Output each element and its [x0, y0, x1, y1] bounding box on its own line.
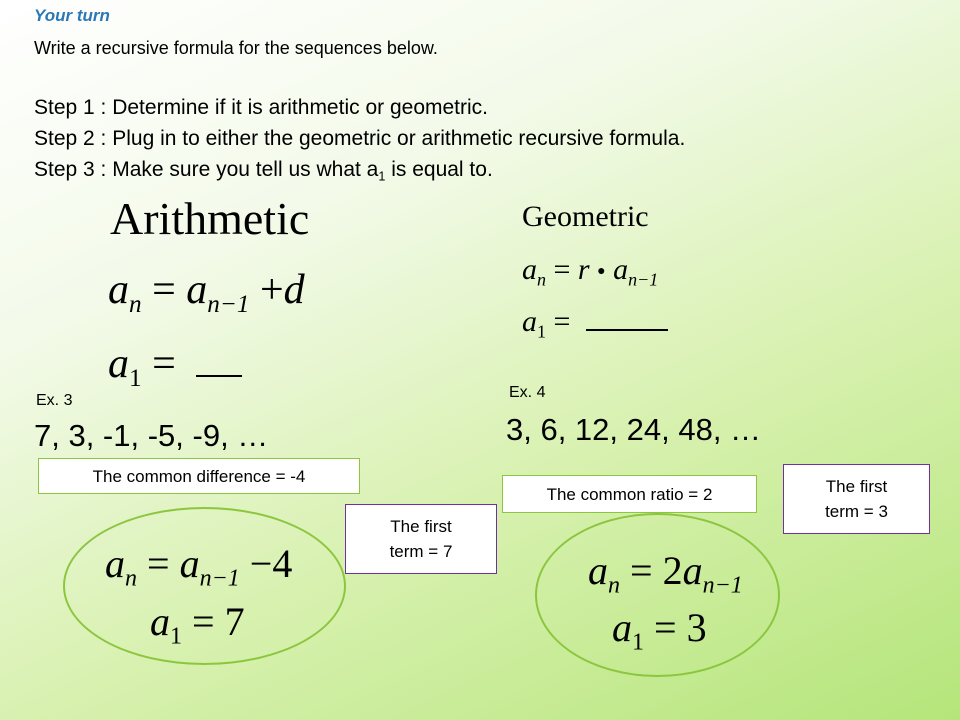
geometric-first-term: $a_1$ =: [522, 305, 668, 339]
instruction-text: Write a recursive formula for the sequences below.: [34, 38, 438, 58]
arithmetic-title: Arithmetic: [110, 193, 310, 244]
answer-first-term-ex3: $a_1 = 7$: [150, 599, 245, 650]
common-difference-box: The common difference = -4: [38, 458, 360, 494]
example-4-sequence: 3, 6, 12, 24, 48, …: [506, 412, 762, 447]
step-2-text: Step 2 : Plug in to either the geometric or arithmetic recursive formula.: [34, 127, 686, 150]
step-3-text: Step 3 : Make sure you tell us what $a_1$ is equal to.: [34, 158, 493, 184]
example-4-label: Ex. 4: [509, 384, 546, 401]
blank-line: [586, 329, 668, 331]
geometric-formula: $a_n = r$ ● $a_{n-1}$: [522, 253, 659, 290]
answer-first-term-ex4: $a_1 = 3$: [612, 605, 707, 656]
first-term-box-ex4: The first term = 3: [783, 464, 930, 534]
answer-formula-ex4: $a_n = 2a_{n-1}$: [588, 548, 743, 599]
your-turn-heading: Your turn: [34, 6, 110, 25]
geometric-title: Geometric: [522, 200, 649, 233]
arithmetic-first-term: $a_1$ =: [108, 340, 242, 388]
step-1-text: Step 1 : Determine if it is arithmetic or geometric.: [34, 96, 488, 119]
example-3-sequence: 7, 3, -1, -5, -9, …: [34, 418, 269, 453]
arithmetic-formula: $a_n = a_{n-1} +d$: [108, 267, 305, 318]
blank-line: [196, 375, 242, 377]
answer-ellipse-ex4: [535, 513, 780, 677]
first-term-box-ex3: The first term = 7: [345, 504, 497, 574]
common-ratio-box: The common ratio = 2: [502, 475, 757, 513]
answer-formula-ex3: $a_n = a_{n-1} -4$: [105, 541, 293, 592]
example-3-label: Ex. 3: [36, 392, 73, 409]
